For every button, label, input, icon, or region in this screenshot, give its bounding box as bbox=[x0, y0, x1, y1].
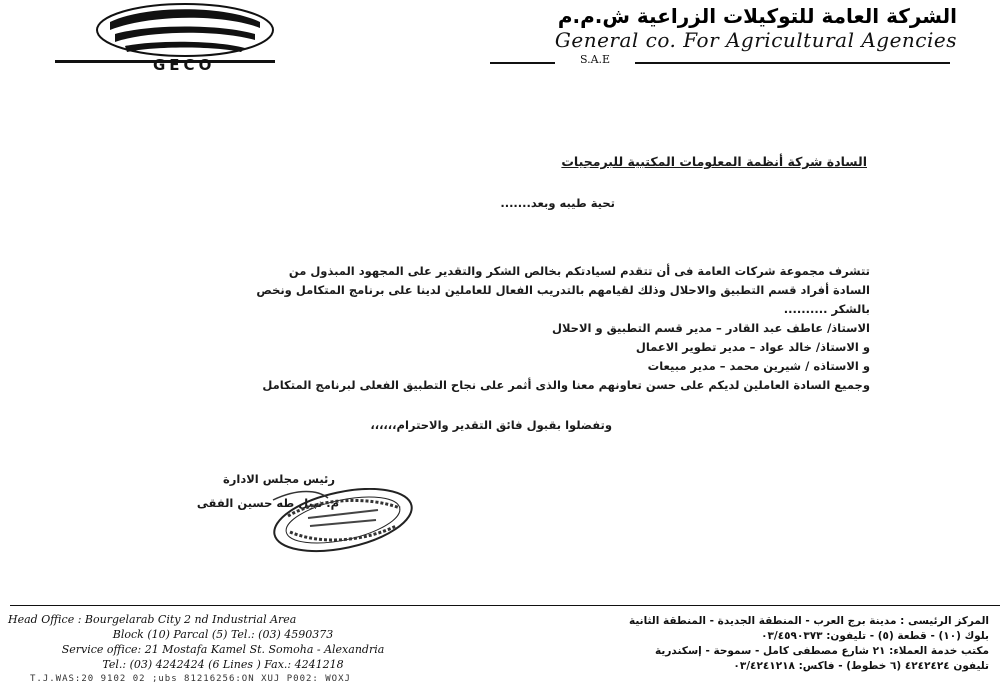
fax-transmission-header: T.J.WAS:20 9102 02 ;ubs 81216256:ON XUJ P002: WOXJ bbox=[30, 674, 351, 682]
svg-text:GECO: GECO bbox=[153, 56, 216, 72]
company-sae: S.A.E bbox=[555, 53, 635, 66]
geco-logo bbox=[55, 0, 275, 72]
company-name-arabic: الشركة العامة للتوكيلات الزراعية ش.م.م bbox=[557, 4, 957, 28]
footer-rule bbox=[10, 605, 1000, 606]
footer-ar-line: بلوك (١٠) - قطعة (٥) - تليفون: ٠٣/٤٥٩٠٣٧٣ bbox=[761, 630, 989, 642]
closing: وتفضلوا بقبول فائق التقدير والاحترام،،،،،، bbox=[370, 418, 612, 432]
company-name-english: General co. For Agricultural Agencies bbox=[554, 28, 957, 52]
footer-en-line: Service office: 21 Mostafa Kamel St. Somoha - Alexandria bbox=[61, 643, 385, 656]
body-line: و الاستاذ/ خالد عواد – مدير تطوير الاعمال bbox=[635, 340, 870, 354]
body-line: الاستاذ/ عاطف عبد القادر – مدير قسم التطبيق و الاحلال bbox=[551, 321, 870, 335]
footer-ar-line: تليفون ٤٢٤٢٤٢٤ (٦ خطوط) - فاكس: ٠٣/٤٢٤١٢١٨ bbox=[733, 660, 989, 672]
body-line: بالشكر .......... bbox=[783, 302, 870, 316]
footer-ar-line: المركز الرئيسى : مدينة برج العرب - المنطقة الجديدة - المنطقة الثانية bbox=[628, 615, 989, 627]
greeting: تحية طيبه وبعد....... bbox=[500, 196, 615, 210]
footer-ar-line: مكتب خدمة العملاء: ٢١ شارع مصطفى كامل - سموحة - إسكندرية bbox=[655, 645, 989, 657]
addressee: السادة شركة أنظمة المعلومات المكتبية للبرمجيات bbox=[561, 154, 867, 169]
footer-en-line: Tel.: (03) 4242424 (6 Lines ) Fax.: 4241218 bbox=[102, 658, 344, 671]
company-stamp bbox=[268, 488, 418, 553]
letter-body bbox=[150, 262, 870, 395]
footer-arabic bbox=[529, 614, 989, 674]
body-line: السادة أفراد قسم التطبيق والاحلال وذلك لقيامهم بالتدريب الفعال للعاملين لدينا على برنامج المتكامل ونخص bbox=[256, 283, 870, 297]
body-line: و الاستاذه / شيرين محمد – مدير مبيعات bbox=[647, 359, 870, 373]
footer-en-line: Block (10) Parcal (5) Tel.: (03) 4590373 bbox=[112, 628, 334, 641]
body-line: وجميع السادة العاملين لديكم على حسن تعاونهم معنا والذى أثمر على نجاح التطبيق الفعلى لبرنامج المتكامل bbox=[262, 378, 870, 392]
signature-title: رئيس مجلس الادارة bbox=[222, 472, 335, 486]
footer-english bbox=[8, 612, 438, 672]
footer-en-line: Head Office : Bourgelarab City 2 nd Industrial Area bbox=[8, 613, 297, 626]
signature-name: م. نبيل طه حسين الفقى bbox=[196, 496, 339, 510]
body-line: تتشرف مجموعة شركات العامة فى أن تتقدم لسيادتكم بخالص الشكر والتقدير على المجهود المبذول من bbox=[288, 264, 870, 278]
